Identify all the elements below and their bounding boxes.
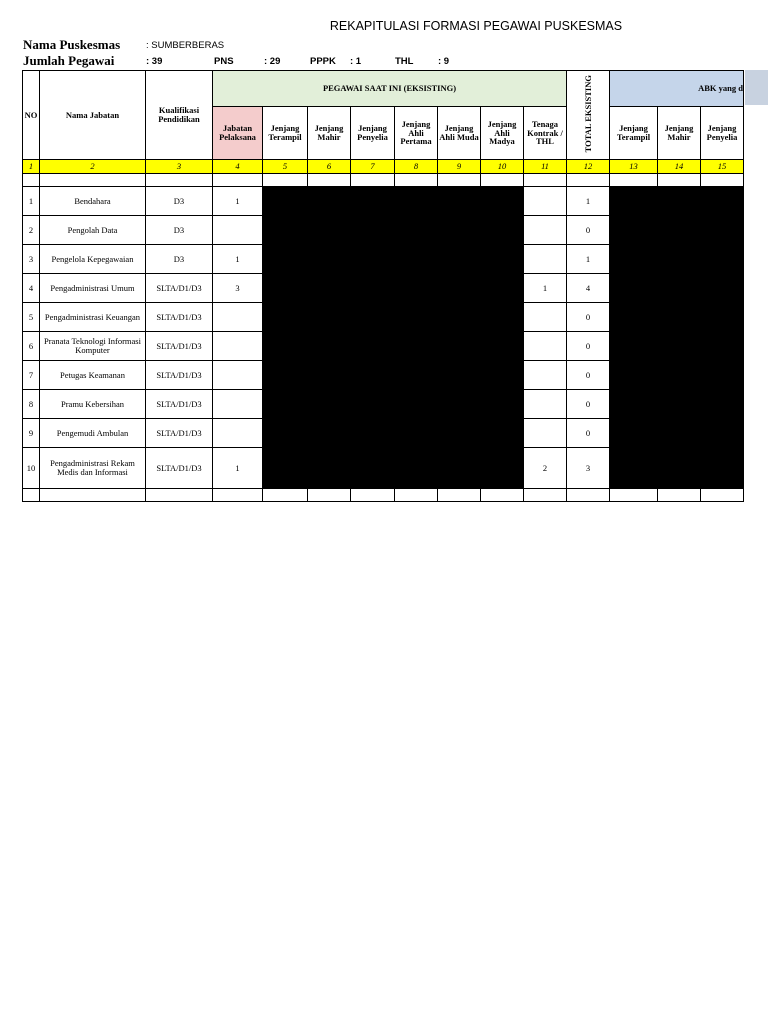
row-tenaga-kontrak	[524, 332, 567, 361]
row-total-eksisting: 0	[567, 390, 610, 419]
row-tenaga-kontrak	[524, 419, 567, 448]
column-number-10: 11	[524, 160, 567, 174]
row-jabatan-pelaksana: 3	[213, 274, 263, 303]
blank-row	[23, 489, 744, 502]
row-total-eksisting: 0	[567, 419, 610, 448]
row-tenaga-kontrak	[524, 361, 567, 390]
blank-cell	[263, 174, 308, 187]
blank-cell	[213, 174, 263, 187]
header-eksisting-group: PEGAWAI SAAT INI (EKSISTING)	[213, 71, 567, 107]
blank-cell	[213, 489, 263, 502]
subheader-eksisting-4: Jenjang Ahli Pertama	[395, 107, 438, 160]
blank-cell	[610, 489, 658, 502]
blank-cell	[438, 174, 481, 187]
subheader-eksisting-1: Jenjang Terampil	[263, 107, 308, 160]
blank-cell	[23, 174, 40, 187]
column-number-5: 6	[308, 160, 351, 174]
row-jabatan-pelaksana	[213, 419, 263, 448]
row-kualifikasi: SLTA/D1/D3	[146, 390, 213, 419]
row-no: 3	[23, 245, 40, 274]
row-no: 5	[23, 303, 40, 332]
blank-cell	[610, 174, 658, 187]
row-tenaga-kontrak	[524, 245, 567, 274]
blank-cell	[567, 489, 610, 502]
row-jabatan-pelaksana: 1	[213, 187, 263, 216]
blank-cell	[40, 174, 146, 187]
row-nama-jabatan: Pengolah Data	[40, 216, 146, 245]
column-number-11: 12	[567, 160, 610, 174]
blank-cell	[701, 174, 744, 187]
blank-cell	[438, 489, 481, 502]
row-total-eksisting: 3	[567, 448, 610, 489]
row-tenaga-kontrak	[524, 390, 567, 419]
redacted-abk-block	[610, 187, 744, 489]
header-no: NO	[23, 71, 40, 160]
row-nama-jabatan: Pengelola Kepegawaian	[40, 245, 146, 274]
subheader-abk-2: Jenjang Penyelia	[701, 107, 744, 160]
row-no: 9	[23, 419, 40, 448]
row-total-eksisting: 1	[567, 245, 610, 274]
page-title: REKAPITULASI FORMASI PEGAWAI PUSKESMAS	[329, 19, 623, 33]
row-total-eksisting: 0	[567, 332, 610, 361]
row-nama-jabatan: Pengadministrasi Umum	[40, 274, 146, 303]
row-kualifikasi: D3	[146, 216, 213, 245]
row-tenaga-kontrak: 1	[524, 274, 567, 303]
row-no: 8	[23, 390, 40, 419]
row-jabatan-pelaksana: 1	[213, 245, 263, 274]
row-total-eksisting: 0	[567, 303, 610, 332]
row-nama-jabatan: Pranata Teknologi Informasi Komputer	[40, 332, 146, 361]
row-nama-jabatan: Pramu Kebersihan	[40, 390, 146, 419]
formasi-table	[22, 70, 744, 502]
blank-cell	[351, 489, 395, 502]
column-number-2: 3	[146, 160, 213, 174]
row-no: 4	[23, 274, 40, 303]
blank-cell	[481, 489, 524, 502]
blank-cell	[524, 489, 567, 502]
row-total-eksisting: 4	[567, 274, 610, 303]
column-number-13: 14	[658, 160, 701, 174]
subheader-eksisting-5: Jenjang Ahli Muda	[438, 107, 481, 160]
row-no: 7	[23, 361, 40, 390]
row-kualifikasi: D3	[146, 187, 213, 216]
blank-cell	[351, 174, 395, 187]
row-tenaga-kontrak	[524, 216, 567, 245]
pns-label: PNS	[214, 56, 234, 67]
blank-cell	[524, 174, 567, 187]
row-jabatan-pelaksana	[213, 216, 263, 245]
header-total-eksisting: TOTAL EKSISTING	[567, 71, 610, 160]
blank-cell	[146, 174, 213, 187]
redacted-eksisting-block	[263, 187, 524, 489]
blank-cell	[146, 489, 213, 502]
row-tenaga-kontrak	[524, 187, 567, 216]
column-number-3: 4	[213, 160, 263, 174]
row-kualifikasi: SLTA/D1/D3	[146, 419, 213, 448]
column-number-8: 9	[438, 160, 481, 174]
row-nama-jabatan: Pengadministrasi Rekam Medis dan Informasi	[40, 448, 146, 489]
pppk-value: : 1	[350, 56, 362, 67]
row-kualifikasi: SLTA/D1/D3	[146, 448, 213, 489]
subheader-abk-1: Jenjang Mahir	[658, 107, 701, 160]
pppk-label: PPPK	[310, 56, 336, 67]
nama-puskesmas-label: Nama Puskesmas	[23, 37, 121, 52]
blank-cell	[395, 489, 438, 502]
pns-value: : 29	[264, 56, 281, 67]
blank-cell	[658, 174, 701, 187]
blank-cell	[23, 489, 40, 502]
row-jabatan-pelaksana	[213, 361, 263, 390]
header-kualifikasi: Kualifikasi Pendidikan	[146, 71, 213, 160]
row-no: 2	[23, 216, 40, 245]
column-number-6: 7	[351, 160, 395, 174]
row-kualifikasi: SLTA/D1/D3	[146, 332, 213, 361]
column-number-1: 2	[40, 160, 146, 174]
blank-cell	[40, 489, 146, 502]
row-kualifikasi: SLTA/D1/D3	[146, 303, 213, 332]
thl-value: : 9	[438, 56, 450, 67]
jumlah-pegawai-label: Jumlah Pegawai	[23, 53, 115, 68]
row-total-eksisting: 0	[567, 216, 610, 245]
table-row	[23, 187, 744, 216]
row-no: 10	[23, 448, 40, 489]
row-total-eksisting: 0	[567, 361, 610, 390]
jumlah-pegawai-value: : 39	[146, 56, 163, 67]
column-number-0: 1	[23, 160, 40, 174]
subheader-eksisting-0: Jabatan Pelaksana	[213, 107, 263, 160]
subheader-eksisting-7: Tenaga Kontrak / THL	[524, 107, 567, 160]
subheader-eksisting-3: Jenjang Penyelia	[351, 107, 395, 160]
nama-puskesmas-value: : SUMBERBERAS	[146, 40, 225, 51]
row-tenaga-kontrak: 2	[524, 448, 567, 489]
row-no: 1	[23, 187, 40, 216]
row-nama-jabatan: Bendahara	[40, 187, 146, 216]
column-number-4: 5	[263, 160, 308, 174]
row-jabatan-pelaksana	[213, 303, 263, 332]
row-kualifikasi: SLTA/D1/D3	[146, 361, 213, 390]
blank-cell	[308, 174, 351, 187]
subheader-abk-0: Jenjang Terampil	[610, 107, 658, 160]
row-nama-jabatan: Pengadministrasi Keuangan	[40, 303, 146, 332]
blank-cell	[395, 174, 438, 187]
blank-cell	[567, 174, 610, 187]
row-jabatan-pelaksana: 1	[213, 448, 263, 489]
row-jabatan-pelaksana	[213, 332, 263, 361]
column-number-14: 15	[701, 160, 744, 174]
blank-cell	[263, 489, 308, 502]
blank-cell	[308, 489, 351, 502]
blank-cell	[658, 489, 701, 502]
row-total-eksisting: 1	[567, 187, 610, 216]
row-kualifikasi: SLTA/D1/D3	[146, 274, 213, 303]
column-number-12: 13	[610, 160, 658, 174]
row-nama-jabatan: Petugas Keamanan	[40, 361, 146, 390]
row-no: 6	[23, 332, 40, 361]
row-tenaga-kontrak	[524, 303, 567, 332]
blank-cell	[481, 174, 524, 187]
subheader-eksisting-6: Jenjang Ahli Madya	[481, 107, 524, 160]
row-jabatan-pelaksana	[213, 390, 263, 419]
subheader-eksisting-2: Jenjang Mahir	[308, 107, 351, 160]
blank-cell	[701, 489, 744, 502]
column-number-9: 10	[481, 160, 524, 174]
header-nama-jabatan: Nama Jabatan	[40, 71, 146, 160]
header-abk-group: ABK yang d	[610, 71, 744, 107]
row-nama-jabatan: Pengemudi Ambulan	[40, 419, 146, 448]
row-kualifikasi: D3	[146, 245, 213, 274]
column-number-7: 8	[395, 160, 438, 174]
horizontal-scroll-tab[interactable]	[745, 70, 768, 105]
thl-label: THL	[395, 56, 414, 67]
